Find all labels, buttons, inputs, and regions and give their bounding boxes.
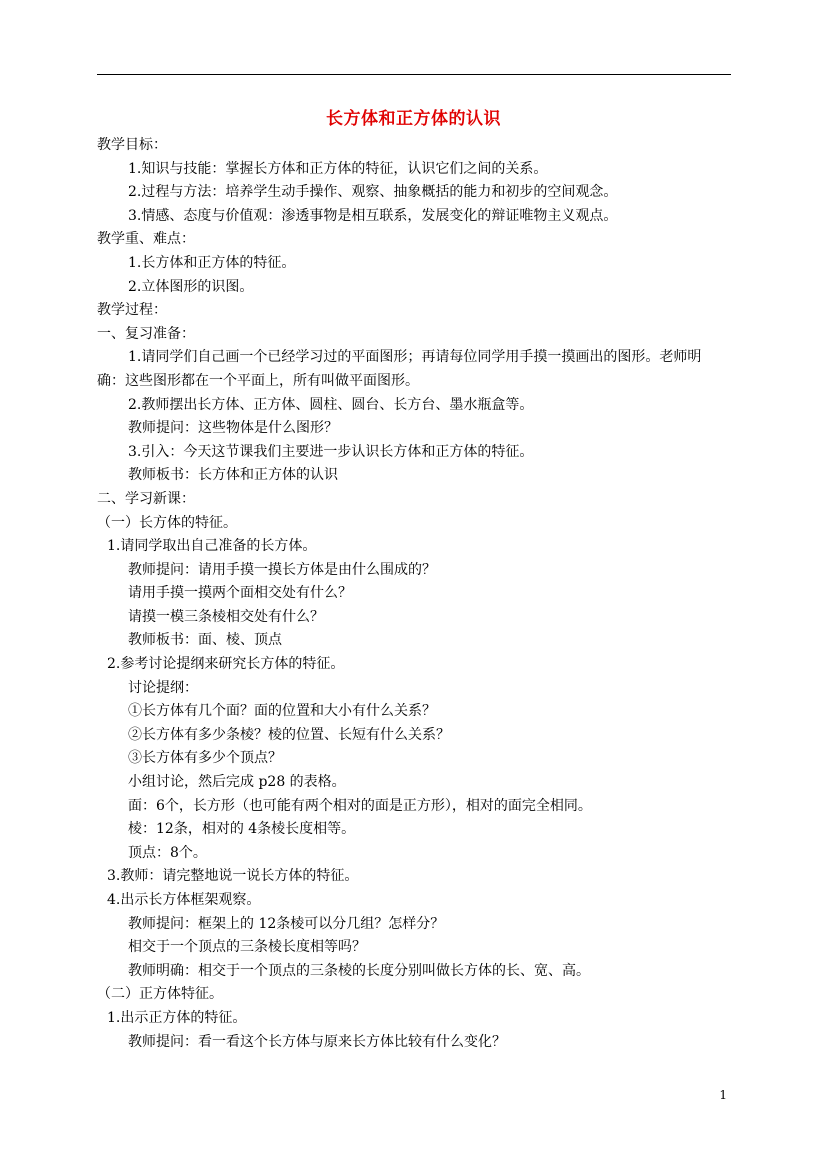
text-line: ②长方体有多少条棱？棱的位置、长短有什么关系？ xyxy=(128,726,450,743)
text-line: 教师板书：长方体和正方体的认识 xyxy=(128,467,338,484)
text-line: ①长方体有几个面？面的位置和大小有什么关系？ xyxy=(128,703,436,720)
header-rule xyxy=(97,74,731,75)
text-line: 教学过程： xyxy=(97,302,167,319)
text-line: 教师提问：看一看这个长方体与原来长方体比较有什么变化？ xyxy=(128,1033,506,1050)
text-line: 教师提问：请用手摸一摸长方体是由什么围成的？ xyxy=(128,561,436,578)
text-line: 请摸一模三条棱相交处有什么？ xyxy=(128,608,324,625)
text-line: 1.请同学取出自己准备的长方体。 xyxy=(107,538,317,555)
text-line: 1.请同学们自己画一个已经学习过的平面图形；再请每位同学用手摸一摸画出的图形。老师明 xyxy=(128,349,702,366)
page-number: 1 xyxy=(719,1088,727,1102)
text-line: 面：6个，长方形（也可能有两个相对的面是正方形），相对的面完全相同。 xyxy=(128,797,592,814)
text-line: 小组讨论，然后完成 p28 的表格。 xyxy=(128,774,346,791)
text-line: 1.知识与技能：掌握长方体和正方体的特征，认识它们之间的关系。 xyxy=(128,160,548,177)
text-line: ③长方体有多少个顶点？ xyxy=(128,750,282,767)
text-line: 相交于一个顶点的三条棱长度相等吗？ xyxy=(128,939,366,956)
text-line: 3.引入：今天这节课我们主要进一步认识长方体和正方体的特征。 xyxy=(128,443,534,460)
text-line: 2.教师摆出长方体、正方体、圆柱、圆台、长方台、墨水瓶盒等。 xyxy=(128,396,534,413)
document-body xyxy=(97,134,731,1054)
text-line: 1.长方体和正方体的特征。 xyxy=(128,254,296,271)
text-line: （一）长方体的特征。 xyxy=(97,514,237,531)
text-line: 3.教师：请完整地说一说长方体的特征。 xyxy=(107,868,359,885)
text-line: 教师提问：这些物体是什么图形？ xyxy=(128,420,338,437)
text-line: 教师明确：相交于一个顶点的三条棱的长度分别叫做长方体的长、宽、高。 xyxy=(128,962,590,979)
text-line: 确：这些图形都在一个平面上，所有叫做平面图形。 xyxy=(97,372,419,389)
text-line: 教学重、难点： xyxy=(97,231,195,248)
text-line: 2.过程与方法：培养学生动手操作、观察、抽象概括的能力和初步的空间观念。 xyxy=(128,184,618,201)
text-line: 教师提问：框架上的 12条棱可以分几组？怎样分？ xyxy=(128,915,445,932)
text-line: 顶点：8个。 xyxy=(128,844,207,861)
text-line: 2.立体图形的识图。 xyxy=(128,278,254,295)
text-line: 二、学习新课： xyxy=(97,490,195,507)
document-title: 长方体和正方体的认识 xyxy=(326,109,501,129)
text-line: 教学目标： xyxy=(97,137,167,153)
text-line: （二）正方体特征。 xyxy=(97,986,223,1003)
text-line: 3.情感、态度与价值观：渗透事物是相互联系，发展变化的辩证唯物主义观点。 xyxy=(128,207,618,224)
text-line: 教师板书：面、棱、顶点 xyxy=(128,632,282,649)
text-line: 棱：12条，相对的 4条棱长度相等。 xyxy=(128,821,356,838)
text-line: 2.参考讨论提纲来研究长方体的特征。 xyxy=(107,656,345,673)
text-line: 4.出示长方体框架观察。 xyxy=(107,892,261,908)
text-line: 讨论提纲： xyxy=(128,679,198,696)
text-line: 1.出示正方体的特征。 xyxy=(107,1009,247,1026)
text-line: 一、复习准备： xyxy=(97,325,195,342)
text-line: 请用手摸一摸两个面相交处有什么？ xyxy=(128,585,352,602)
